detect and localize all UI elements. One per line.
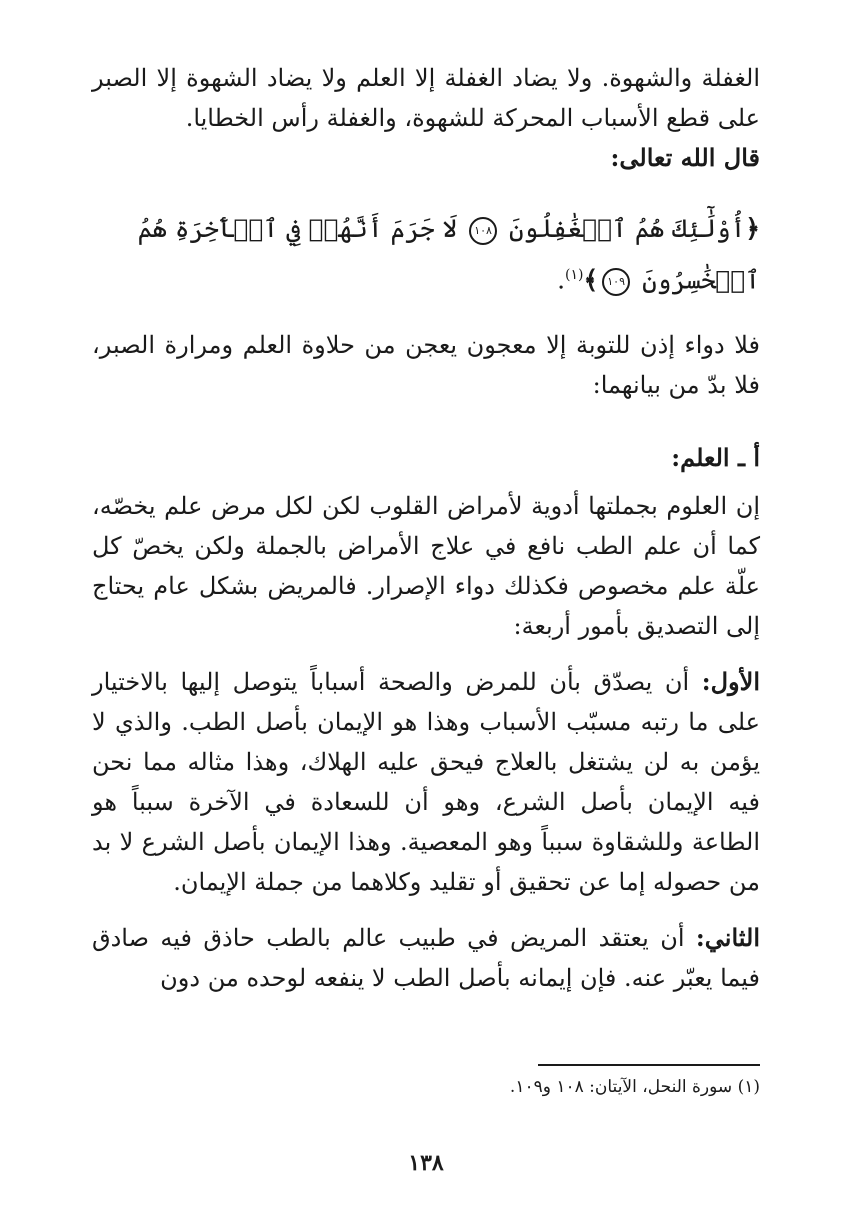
footnote-marker: (١) [737,1077,760,1097]
quran-end-period: . [557,265,566,295]
quran-text-2: لَا جَرَمَ أَنَّهُمۡ فِي ٱلۡأٓخِرَةِ هُمُ ٱلۡخَٰسِرُونَ [137,214,760,295]
second-point-paragraph [92,918,760,998]
second-point-lead: الثاني: [695,923,760,953]
footnote-divider [538,1064,760,1066]
verse-number-109: ١٠٩ [602,268,630,296]
first-point-paragraph [92,662,760,902]
footnote-reference: (١) [565,267,584,283]
section-heading: أ ـ العلم: [671,443,760,473]
quran-close-bracket: ﴾ [583,265,599,295]
quran-verse [92,206,760,303]
intro-paragraph: الغفلة والشهوة. ولا يضاد الغفلة إلا العلم ولا يضاد الشهوة إلا الصبر على قطع الأسباب المحركة للشهوة، والغفلة رأس الخطايا. [92,64,761,132]
verse-number-108: ١٠٨ [469,217,497,245]
page-number: ١٣٨ [408,1150,444,1176]
cure-paragraph: فلا دواء إذن للتوبة إلا معجون يعجن من حلاوة العلم ومرارة الصبر، فلا بدّ من بيانهما: [92,331,761,400]
body-paragraph-1: إن العلوم بجملتها أدوية لأمراض القلوب لكن لكل مرض علم يخصّه، كما أن علم الطب نافع في علاج الأمراض بالجملة ولكن يخصّ كل علّة علم مخصوص فكذلك دواء الإصرار. فالمريض بشكل عام يحتاج إلى التصديق بأمور أربعة: [92,492,761,641]
second-point-text: أن يعتقد المريض في طبيب عالم بالطب حاذق فيه صادق فيما يعبّر عنه. فإن إيمانه بأصل الطب لا ينفعه لوحده من دون [92,924,760,993]
footnote [92,1074,760,1100]
first-point-text: أن يصدّق بأن للمرض والصحة أسباباً يتوصل إليها بالاختيار على ما رتبه مسبّب الأسباب وهذا هو الإيمان بأصل الطب. والذي لا يؤمن به لن يشتغل بالعلاج فيحق عليه الهلاك، وهذا مثاله مما نحن فيه الإيمان بأصل الشرع، وهو أن للسعادة في الآخرة سبباً هو الطاعة وللشقاوة سبباً وهو المعصية. وهذا الإيمان بأصل الشرع لا بد من حصوله إما عن تحقيق أو تقليد وكلاهما من جملة الإيمان. [92,668,760,897]
quran-text-1: أُوْلَٰٓئِكَ هُمُ ٱلۡغَٰفِلُونَ [509,214,746,243]
page-body [92,58,760,998]
footnote-text: سورة النحل، الآيتان: ١٠٨ و١٠٩. [509,1077,733,1097]
first-point-lead: الأول: [701,667,760,697]
intro-quote-lead: قال الله تعالى: [610,143,760,172]
quran-open-bracket: ﴿ [745,214,760,243]
